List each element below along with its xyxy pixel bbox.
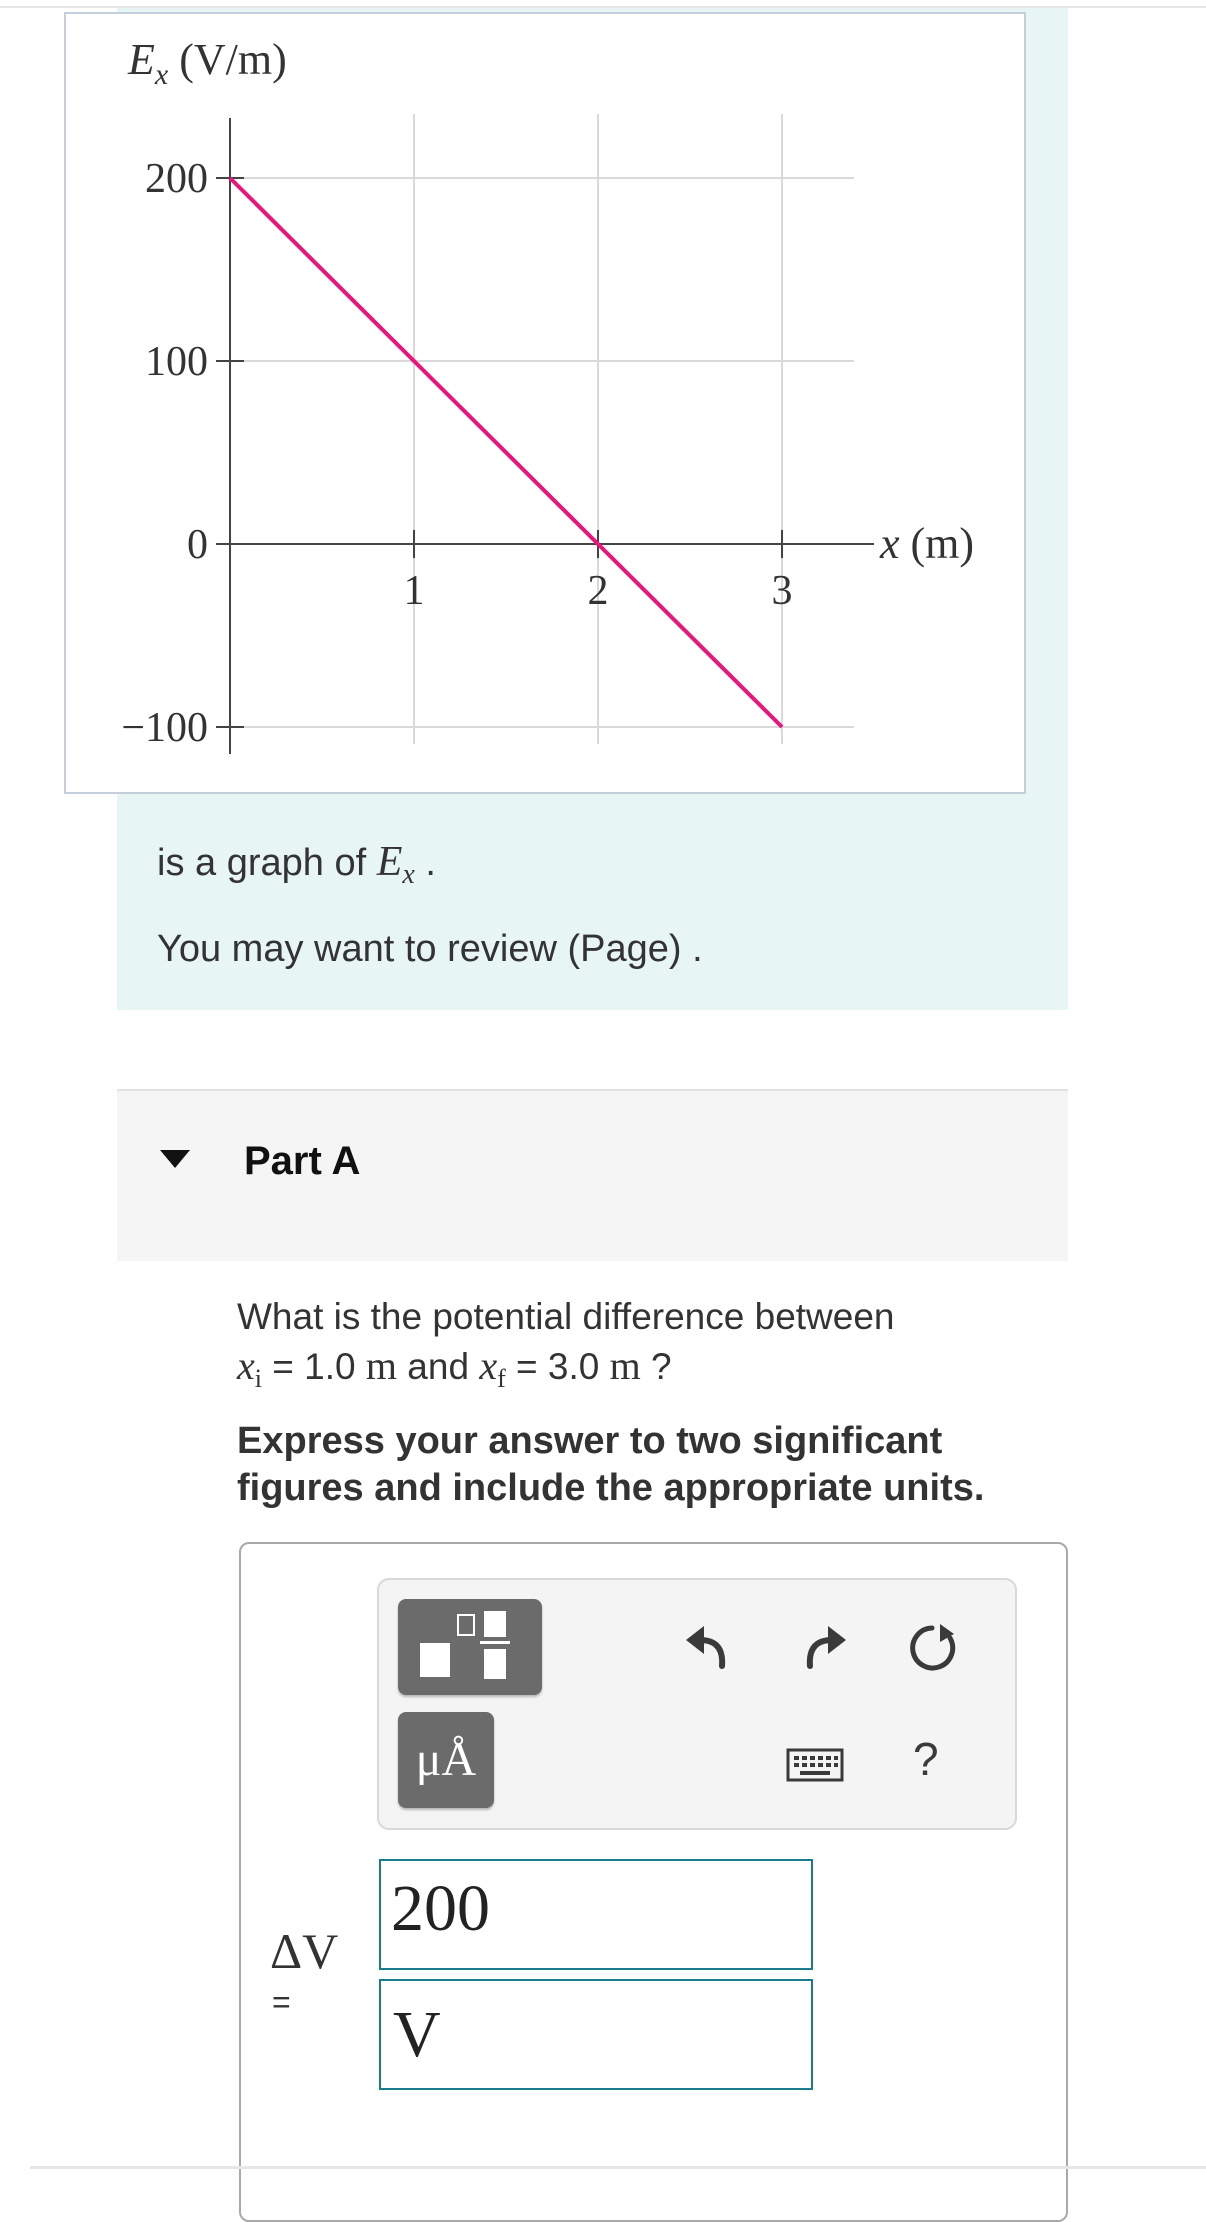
- chart-svg: [66, 14, 1028, 796]
- unit-input[interactable]: V: [379, 1979, 813, 2090]
- graph-period: .: [425, 842, 436, 884]
- xf-symbol: x: [479, 1343, 498, 1388]
- x-tick-label: 2: [587, 568, 609, 614]
- review-text: You may want to review (Page) .: [157, 928, 703, 970]
- graph-symbol: E: [376, 839, 403, 885]
- reset-icon[interactable]: [904, 1620, 960, 1681]
- question-line-2: [237, 1342, 672, 1393]
- chart-figure: [64, 12, 1026, 794]
- redo-icon[interactable]: [800, 1620, 850, 1681]
- templates-button[interactable]: [398, 1599, 542, 1695]
- question-line-1: What is the potential difference between: [237, 1296, 895, 1337]
- y-tick-label: 200: [145, 156, 208, 202]
- instruction-line-2: figures and include the appropriate units.: [237, 1467, 985, 1509]
- keyboard-icon[interactable]: [786, 1748, 844, 1787]
- delta-v-label: ΔV: [270, 1923, 339, 1979]
- units-button[interactable]: [398, 1712, 494, 1808]
- xi-symbol: x: [237, 1343, 255, 1388]
- xf-unit: m: [609, 1343, 641, 1388]
- x-tick-label: 3: [771, 568, 793, 614]
- value-input[interactable]: 200: [379, 1859, 813, 1970]
- templates-icon: [398, 1599, 542, 1695]
- xi-unit: m: [365, 1343, 398, 1388]
- and-text: and: [397, 1346, 480, 1387]
- y-axis-label: $E_x$ (V/m): [128, 35, 287, 91]
- x-tick-label: 1: [403, 568, 425, 614]
- xf-sub: f: [497, 1364, 506, 1393]
- x-axis-label: x (m): [880, 519, 975, 568]
- part-title[interactable]: Part A: [244, 1139, 361, 1183]
- y-tick-label: 100: [145, 339, 208, 385]
- xi-sub: i: [254, 1364, 262, 1393]
- graph-text: is a graph of: [157, 842, 367, 884]
- graph-description: [157, 838, 436, 890]
- units-label: μÅ: [415, 1733, 477, 1786]
- series-line: [230, 178, 782, 727]
- y-tick-label: 0: [187, 522, 208, 568]
- instruction-line-1: Express your answer to two significant: [237, 1420, 943, 1462]
- bottom-divider: [30, 2166, 1206, 2169]
- help-button[interactable]: ?: [913, 1733, 939, 1785]
- equals-sign: =: [272, 1984, 291, 2020]
- xi-eq: = 1.0: [262, 1346, 366, 1387]
- undo-icon[interactable]: [682, 1620, 732, 1681]
- y-tick-label: −100: [121, 705, 208, 751]
- xf-eq: = 3.0: [505, 1346, 610, 1387]
- caret-down-icon[interactable]: [160, 1150, 190, 1168]
- question-mark: ?: [640, 1346, 672, 1387]
- graph-symbol-sub: x: [402, 859, 415, 890]
